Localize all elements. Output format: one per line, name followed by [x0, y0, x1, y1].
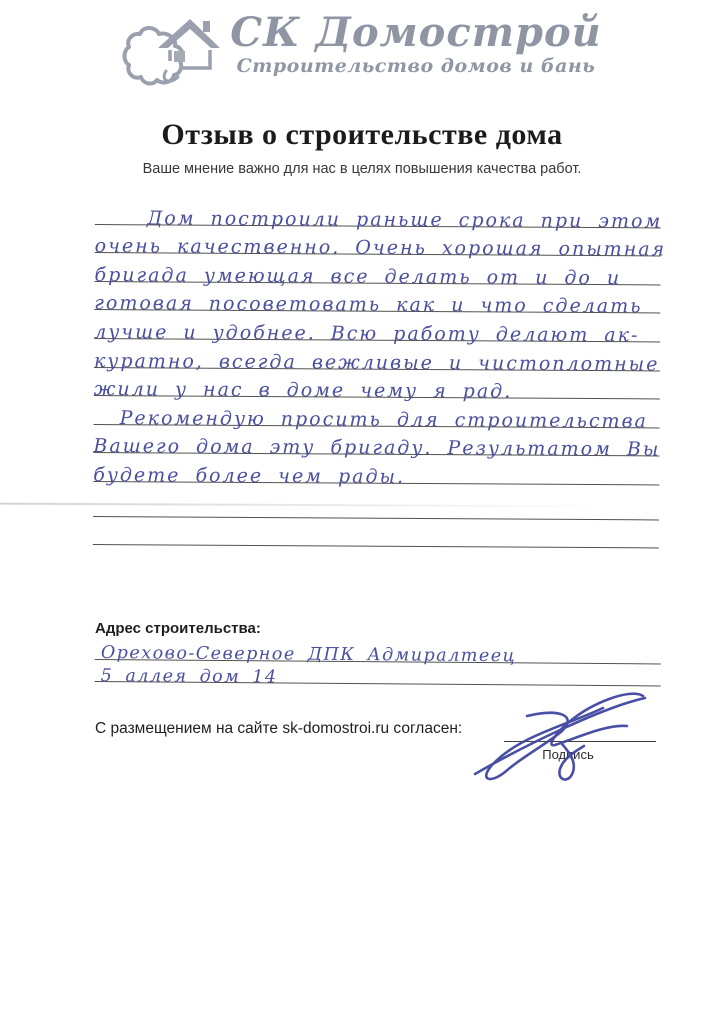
address-area [95, 637, 661, 686]
review-text-area [93, 196, 667, 549]
address-line [95, 637, 661, 667]
handwritten-text: Дом построили раньше срока при этом [146, 206, 663, 233]
handwritten-text: будете более чем рады. [93, 463, 406, 488]
handwritten-address: 5 аллея дом 14 [100, 665, 278, 687]
signature-caption: Подпись [542, 747, 594, 762]
handwritten-text: жили у нас в доме чему я рад. [93, 378, 513, 403]
handwritten-text: очень качественно. Очень хорошая опытная [94, 235, 667, 261]
brand-tagline: Строительство домов и бань [236, 55, 596, 77]
review-line [95, 196, 663, 233]
logo-text [230, 4, 602, 77]
signature [465, 686, 665, 791]
page-title: Отзыв о строительстве дома [161, 118, 563, 151]
handwritten-address: Орехово-Северное ДПК Адмиралтеец [100, 643, 517, 667]
cloud-house-icon [122, 4, 224, 90]
consent-statement: С размещением на сайте sk-domostroi.ru согласен: [95, 720, 463, 737]
handwritten-text: Рекомендую просить для строительства [119, 406, 648, 433]
address-label: Адрес строительства: [95, 620, 261, 637]
company-logo [0, 4, 724, 90]
handwritten-text: Вашего дома эту бригаду. Результатом Вы [93, 435, 661, 461]
review-line-empty [93, 517, 659, 549]
handwritten-text: куратно, всегда вежливые и чистоплотные [93, 349, 660, 376]
handwritten-text: бригада умеющая все делать от и до и [94, 263, 622, 289]
brand-name: СК Домострой [230, 9, 602, 56]
handwritten-text: готовая посоветовать как и что сделать [94, 292, 643, 318]
page-subtitle: Ваше мнение важно для нас в целях повышения качества работ. [142, 161, 582, 177]
handwritten-text: лучше и удобнее. Всю работу делают ак- [94, 320, 640, 347]
